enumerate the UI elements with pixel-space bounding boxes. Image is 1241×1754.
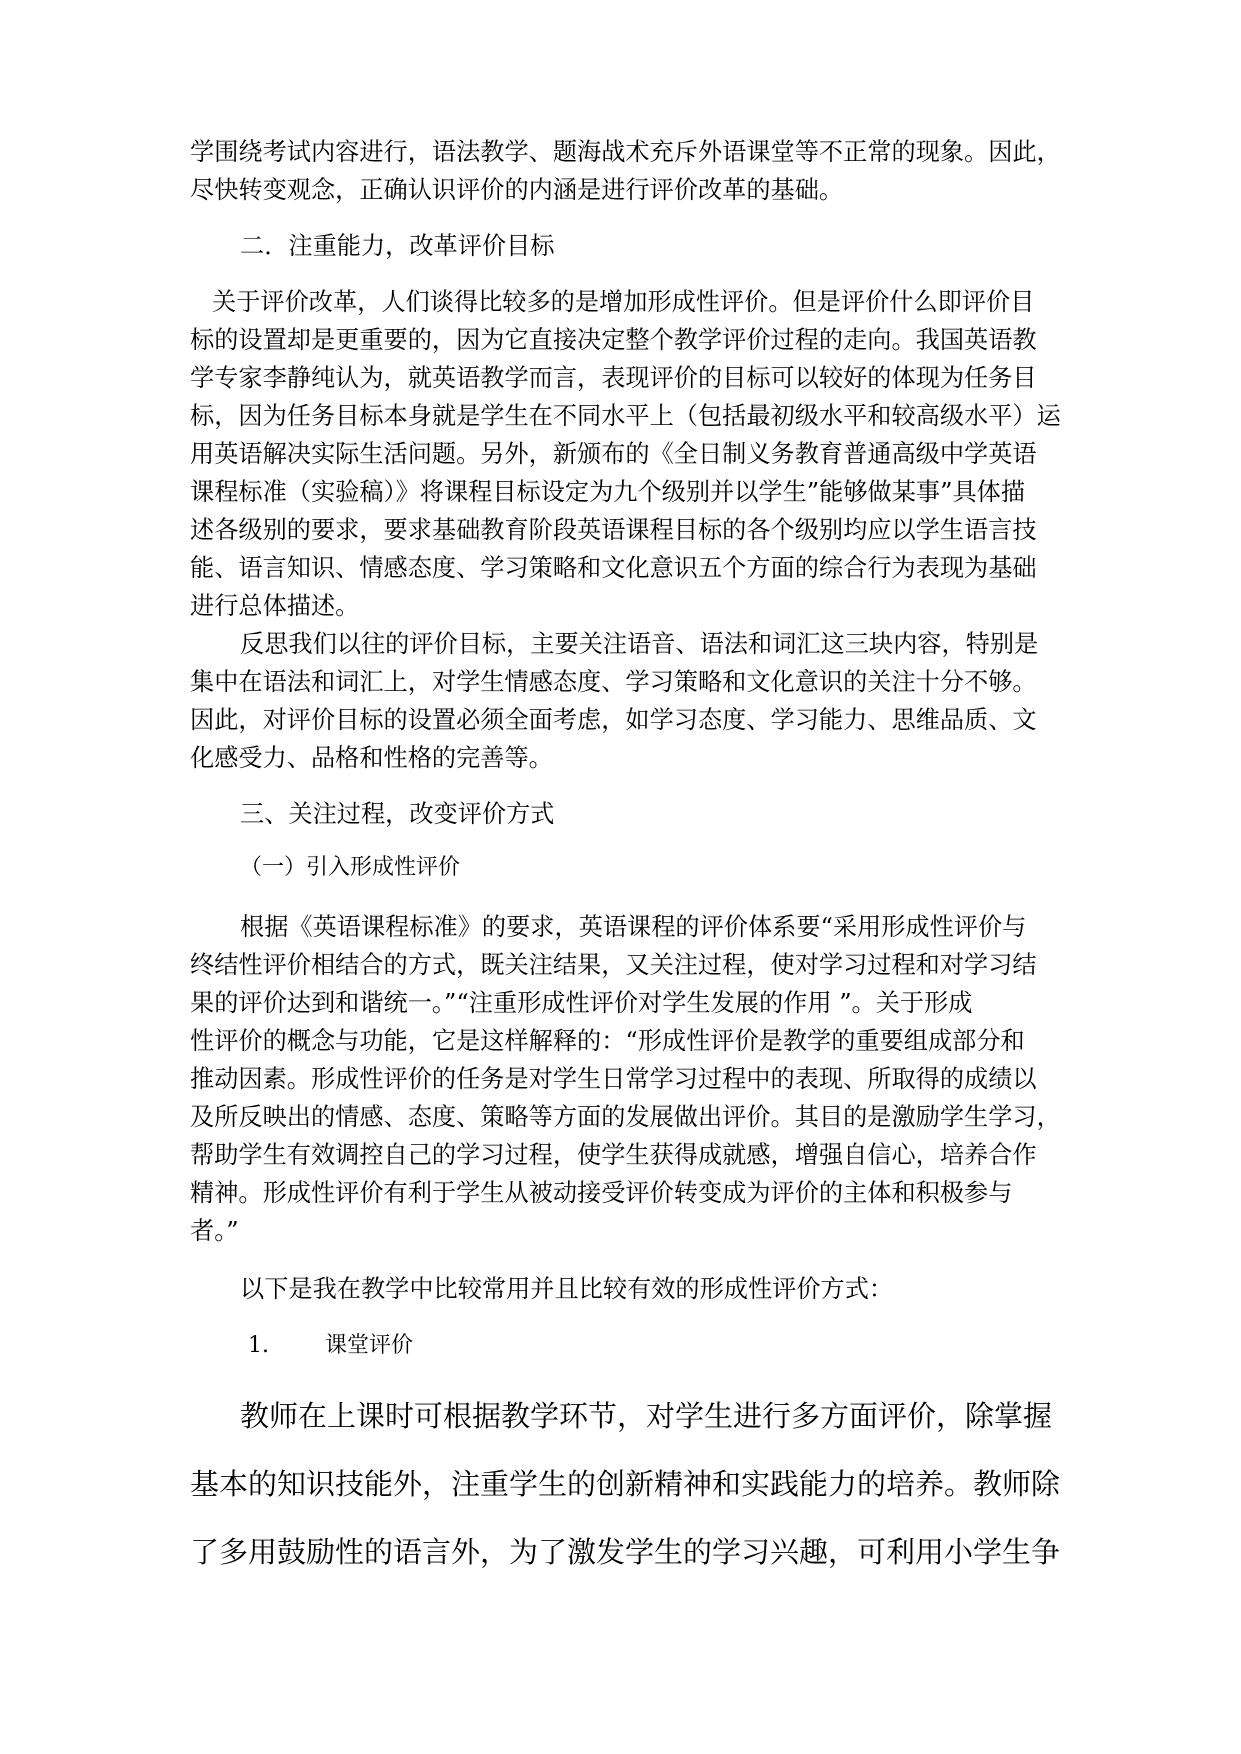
paragraph-line: 集中在语法和词汇上，对学生情感态度、学习策略和文化意识的关注十分不够。 bbox=[190, 668, 1037, 696]
paragraph-line: 学专家李静纯认为，就英语教学而言，表现评价的目标可以较好的体现为任务目 bbox=[190, 364, 1037, 392]
paragraph-line: 化感受力、品格和性格的完善等。 bbox=[190, 744, 553, 772]
paragraph-line: 反思我们以往的评价目标，主要关注语音、语法和词汇这三块内容，特别是 bbox=[240, 630, 1039, 658]
list-item-title: 课堂评价 bbox=[325, 1333, 414, 1358]
intro-line: 学围绕考试内容进行，语法教学、题海战术充斥外语课堂等不正常的现象。因此， bbox=[190, 138, 1061, 166]
paragraph-line: 帮助学生有效调控自己的学习过程，使学生获得成就感，增强自信心，培养合作 bbox=[190, 1141, 1037, 1169]
paragraph-line: 者。” bbox=[190, 1217, 239, 1245]
list-item-number: 1. bbox=[248, 1333, 269, 1358]
paragraph-line: 基本的知识技能外，注重学生的创新精神和实践能力的培养。教师除 bbox=[190, 1467, 1061, 1501]
paragraph-line: 推动因素。形成性评价的任务是对学生日常学习过程中的表现、所取得的成绩以 bbox=[190, 1065, 1037, 1093]
paragraph-line: 述各级别的要求，要求基础教育阶段英语课程目标的各个级别均应以学生语言技 bbox=[190, 516, 1037, 544]
paragraph-line: 能、语言知识、情感态度、学习策略和文化意识五个方面的综合行为表现为基础 bbox=[190, 554, 1037, 582]
paragraph-line: 精神。形成性评价有利于学生从被动接受评价转变成为评价的主体和积极参与 bbox=[190, 1179, 1013, 1207]
paragraph-line: 标的设置却是更重要的，因为它直接决定整个教学评价过程的走向。我国英语教 bbox=[190, 326, 1037, 354]
paragraph-line: 果的评价达到和谐统一。”“注重形成性评价对学生发展的作用 ”。关于形成 bbox=[190, 989, 973, 1017]
paragraph-line: 教师在上课时可根据教学环节，对学生进行多方面评价，除掌握 bbox=[240, 1399, 1053, 1433]
subsection-heading: （一）引入形成性评价 bbox=[240, 855, 461, 880]
paragraph-line: 标，因为任务目标本身就是学生在不同水平上（包括最初级水平和较高级水平）运 bbox=[190, 402, 1061, 430]
paragraph-line: 进行总体描述。 bbox=[190, 592, 360, 620]
paragraph-line: 课程标准（实验稿）》将课程目标设定为九个级别并以学生”能够做某事”具体描 bbox=[190, 478, 1026, 506]
section-heading: 二．注重能力，改革评价目标 bbox=[240, 232, 555, 260]
paragraph-line: 根据《英语课程标准》的要求，英语课程的评价体系要“采用形成性评价与 bbox=[240, 913, 1027, 941]
paragraph-line: 终结性评价相结合的方式，既关注结果，又关注过程，使对学习过程和对学习结 bbox=[190, 951, 1037, 979]
paragraph-line: 用英语解决实际生活问题。另外，新颁布的《全日制义务教育普通高级中学英语 bbox=[190, 440, 1037, 468]
paragraph-line: 了多用鼓励性的语言外，为了激发学生的学习兴趣，可利用小学生争 bbox=[190, 1535, 1061, 1569]
paragraph-line: 以下是我在教学中比较常用并且比较有效的形成性评价方式： bbox=[240, 1275, 894, 1303]
paragraph-line: 及所反映出的情感、态度、策略等方面的发展做出评价。其目的是激励学生学习， bbox=[190, 1103, 1061, 1131]
section-heading: 三、关注过程，改变评价方式 bbox=[240, 800, 555, 828]
paragraph-line: 关于评价改革，人们谈得比较多的是增加形成性评价。但是评价什么即评价目 bbox=[212, 288, 1035, 316]
intro-line: 尽快转变观念，正确认识评价的内涵是进行评价改革的基础。 bbox=[190, 176, 844, 204]
paragraph-line: 因此，对评价目标的设置必须全面考虑，如学习态度、学习能力、思维品质、文 bbox=[190, 706, 1037, 734]
paragraph-line: 性评价的概念与功能，它是这样解释的：“形成性评价是教学的重要组成部分和 bbox=[190, 1027, 1025, 1055]
